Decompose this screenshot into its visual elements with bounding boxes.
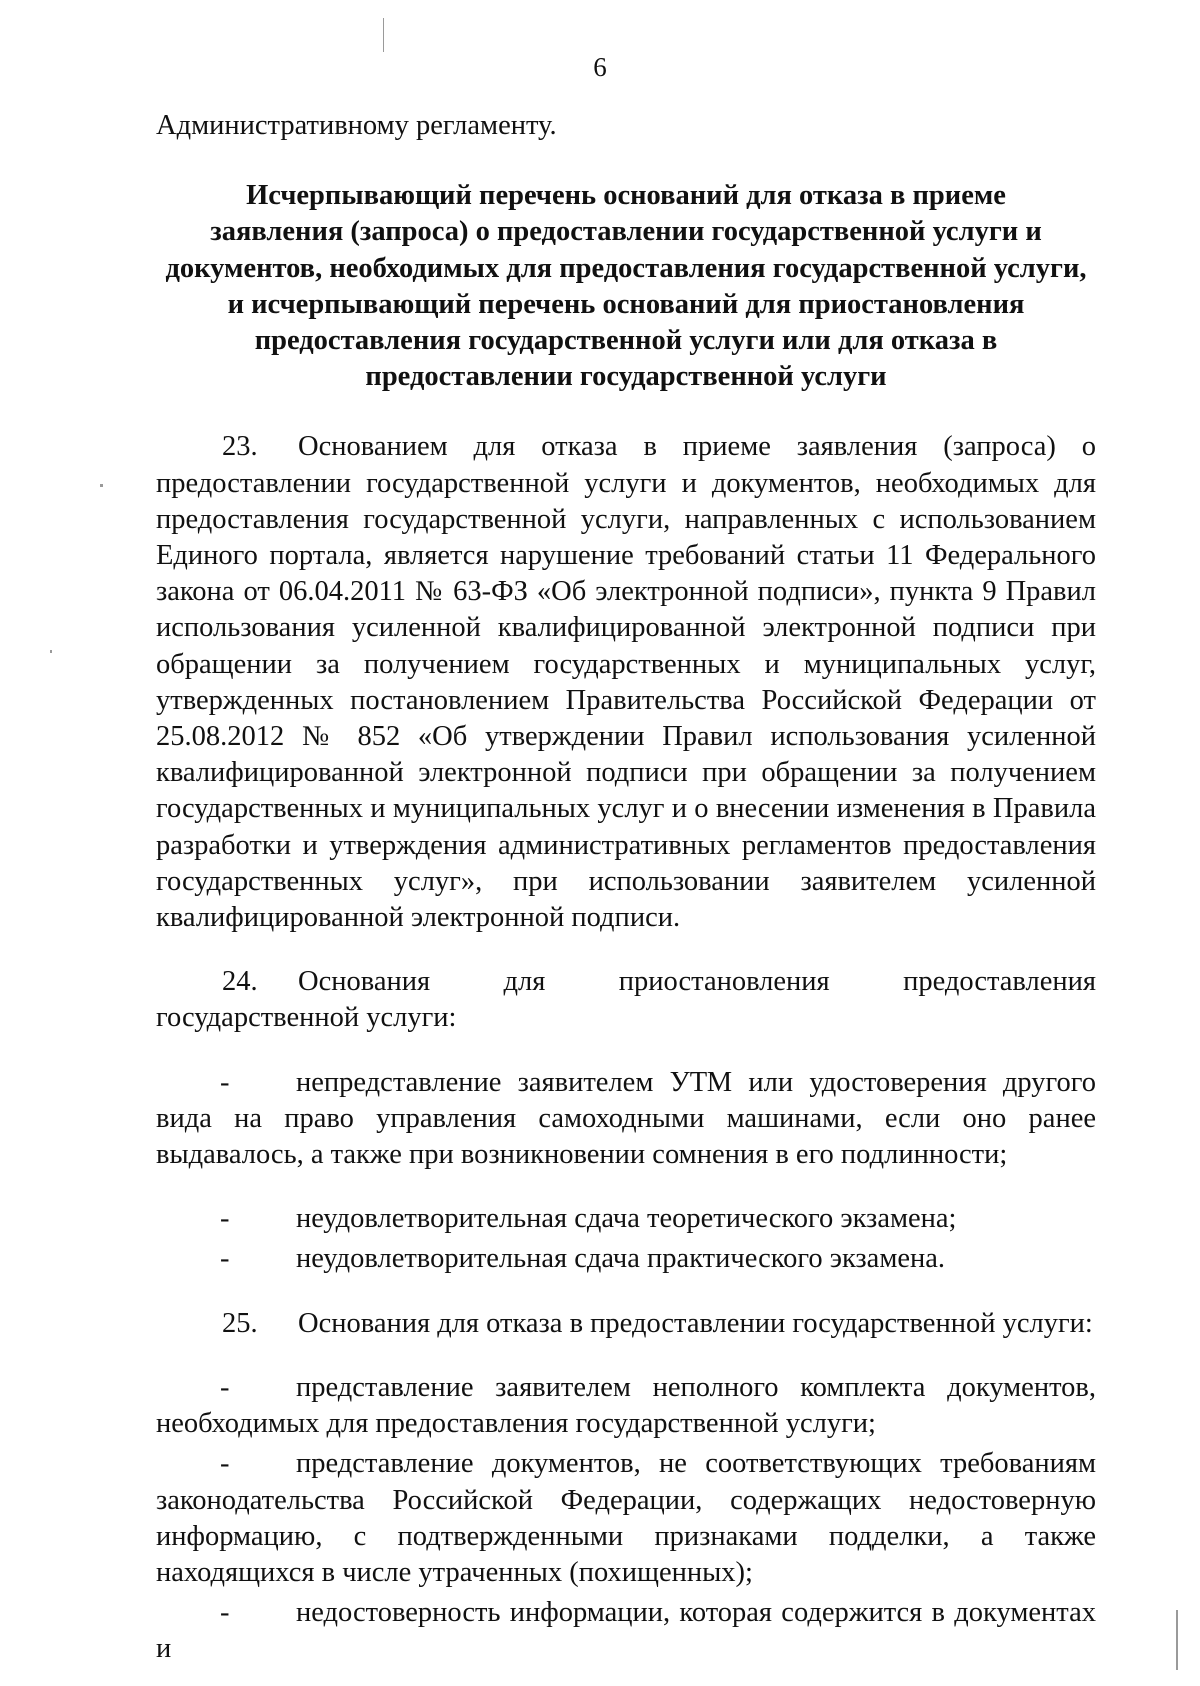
paragraph-25 — [156, 1306, 1096, 1342]
heading-line: предоставлении государственной услуги — [365, 361, 887, 393]
paragraph-number: 23. — [222, 431, 258, 463]
heading-line: Исчерпывающий перечень оснований для отказа в приеме — [246, 180, 1006, 212]
list-item-text: представление документов, не соответствующих требованиям законодательства Российской Федерации, содержащих недостоверную информацию, с подтвержденными признаками подделки, а также находящихся в числе утраченных (похищенных); — [156, 1448, 1096, 1588]
list-dash: - — [220, 1203, 230, 1235]
heading-line: и исчерпывающий перечень оснований для приостановления — [227, 288, 1025, 320]
paragraph-23 — [156, 429, 1096, 936]
list-item-text: представление заявителем неполного комплекта документов, необходимых для предоставления государственной услуги; — [156, 1371, 1096, 1440]
list-item-text: недостоверность информации, которая содержится в документах и — [156, 1597, 1096, 1665]
document-body — [156, 108, 1096, 1668]
list-item — [156, 1065, 1096, 1174]
scan-mark — [50, 650, 52, 653]
paragraph-24 — [156, 964, 1096, 1036]
heading-line: документов, необходимых для предоставления государственной услуги, — [165, 252, 1087, 284]
paragraph-number: 25. — [222, 1307, 258, 1339]
page-number: 6 — [593, 52, 607, 82]
list-dash: - — [220, 1066, 230, 1098]
scan-mark — [383, 18, 384, 52]
intro-line: Административному регламенту. — [156, 110, 557, 141]
list-item — [156, 1201, 1096, 1237]
list-item — [156, 1595, 1096, 1667]
list-dash: - — [220, 1597, 230, 1629]
list-item-text: непредставление заявителем УТМ или удостоверения другого вида на право управления самоходными машинами, если оно ранее выдавалось, а также при возникновении сомнения в его подлинности; — [156, 1066, 1096, 1171]
list-item — [156, 1370, 1096, 1442]
list-dash: - — [220, 1243, 230, 1275]
heading-line: предоставления государственной услуги или для отказа в — [254, 325, 998, 357]
list-item-text: неудовлетворительная сдача практического экзамена. — [296, 1243, 946, 1275]
section-heading — [156, 178, 1096, 395]
list-item — [156, 1446, 1096, 1591]
list-dash: - — [220, 1371, 230, 1403]
paragraph-text: Основания для приостановления предоставления государственной услуги: — [156, 966, 1096, 1034]
heading-line: заявления (запроса) о предоставлении государственной услуги и — [210, 216, 1042, 248]
list-dash: - — [220, 1448, 230, 1480]
list-item-text: неудовлетворительная сдача теоретического экзамена; — [296, 1203, 957, 1235]
scan-mark — [1176, 1610, 1178, 1670]
paragraph-text: Основания для отказа в предоставлении государственной услуги: — [298, 1307, 1093, 1339]
paragraph-number: 24. — [222, 966, 258, 998]
paragraph-text: Основанием для отказа в приеме заявления (запроса) о предоставлении государственной услуги и документов, необходимых для предоставления государственной услуги, направленных с использованием Единого портала, является нарушение требований статьи 11 Федерального закона от 06.04.2011 № 63-ФЗ «Об электронной подписи», пункта 9 Правил использования усиленной квалифицированной электронной подписи при обращении за получением государственных и муниципальных услуг, утвержденных постановлением Правительства Российской Федерации от 25.08.2012 № 852 «Об утверждении Правил использования усиленной квалифицированной электронной подписи при обращении за получением государственных и муниципальных услуг и о внесении изменения в Правила разработки и утверждения административных регламентов предоставления государственных услуг», при использовании заявителем усиленной квалифицированной электронной подписи. — [156, 431, 1096, 934]
list-item — [156, 1241, 1096, 1277]
scan-mark — [100, 484, 103, 487]
